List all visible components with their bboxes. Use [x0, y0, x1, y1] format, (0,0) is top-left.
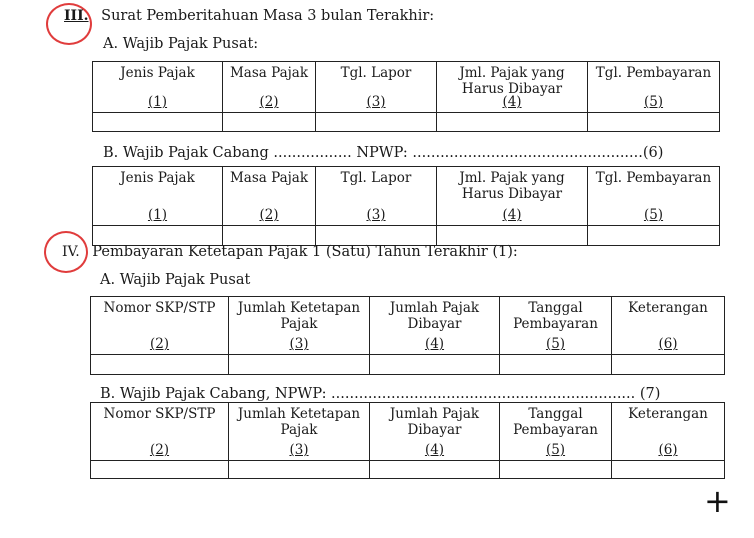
handwritten-plus-mark: + [704, 482, 731, 520]
column-header-label: Jenis Pajak [120, 65, 195, 81]
table-iii-a [92, 61, 720, 132]
table-iv-a [90, 296, 725, 375]
column-header-label: Masa Pajak [229, 170, 309, 186]
table-row [91, 461, 725, 479]
column-header [370, 403, 500, 461]
column-header-label: Jumlah Ketetapan Pajak [237, 406, 361, 438]
column-header [612, 297, 725, 355]
column-number: (3) [366, 207, 386, 223]
column-header-label: Tanggal Pembayaran [513, 406, 598, 438]
column-header [229, 297, 370, 355]
column-number: (5) [643, 207, 664, 223]
column-header [612, 403, 725, 461]
column-header-label: Jml. Pajak yang Harus Dibayar [459, 65, 565, 97]
column-header [437, 167, 588, 226]
column-number: (2) [149, 336, 170, 352]
column-header [500, 297, 612, 355]
section-iii-subheading-a: A. Wajib Pajak Pusat: [103, 36, 259, 52]
column-header-label: Nomor SKP/STP [103, 406, 216, 422]
column-header [437, 62, 588, 113]
column-header [223, 167, 316, 226]
section-iv-title: Pembayaran Ketetapan Pajak 1 (Satu) Tahun Terakhir (1): [92, 244, 518, 260]
column-header-label: Tgl. Pembayaran [595, 170, 712, 186]
column-header [91, 403, 229, 461]
column-number: (2) [149, 442, 170, 458]
column-header-label: Jenis Pajak [120, 170, 195, 186]
column-header [588, 62, 720, 113]
section-iii-heading [64, 8, 434, 24]
column-number: (2) [259, 94, 279, 110]
section-iv-subheading-a: A. Wajib Pajak Pusat [100, 272, 251, 288]
table-header-row [91, 297, 725, 355]
column-number: (5) [545, 442, 566, 458]
column-number: (3) [289, 442, 309, 458]
column-header-label: Tgl. Lapor [340, 65, 412, 81]
column-header [316, 167, 437, 226]
section-iv-subheading-b: B. Wajib Pajak Cabang, NPWP: .................................................................. (7) [100, 386, 661, 402]
column-number: (3) [366, 94, 386, 110]
column-header-label: Keterangan [628, 406, 708, 422]
column-header-label: Masa Pajak [229, 65, 309, 81]
column-number: (1) [147, 207, 168, 223]
column-header [229, 403, 370, 461]
section-iii-title: Surat Pemberitahuan Masa 3 bulan Terakhir: [101, 8, 435, 24]
column-number: (4) [424, 336, 445, 352]
column-header [93, 62, 223, 113]
column-header-label: Jumlah Ketetapan Pajak [237, 300, 361, 332]
table-iv-b [90, 402, 725, 479]
column-number: (1) [147, 94, 168, 110]
table-header-row [93, 167, 720, 226]
column-header [500, 403, 612, 461]
column-number: (5) [643, 94, 664, 110]
table-iii-b [92, 166, 720, 246]
column-number: (2) [259, 207, 279, 223]
section-iv-heading [62, 244, 518, 260]
table-header-row [91, 403, 725, 461]
table-row [93, 226, 720, 246]
column-number: (4) [502, 94, 522, 110]
column-header-label: Jumlah Pajak Dibayar [389, 406, 480, 438]
column-number: (4) [502, 207, 522, 223]
column-header-label: Keterangan [628, 300, 708, 316]
column-header [370, 297, 500, 355]
column-number: (5) [545, 336, 566, 352]
column-header [223, 62, 316, 113]
column-header-label: Tgl. Lapor [340, 170, 412, 186]
table-row [93, 113, 720, 132]
section-iii-roman: III. [64, 8, 89, 24]
column-header-label: Jumlah Pajak Dibayar [389, 300, 480, 332]
section-iv-roman: IV. [62, 244, 80, 260]
table-header-row [93, 62, 720, 113]
column-header [93, 167, 223, 226]
column-number: (4) [424, 442, 445, 458]
column-header-label: Nomor SKP/STP [103, 300, 216, 316]
column-header-label: Tgl. Pembayaran [595, 65, 712, 81]
column-header-label: Tanggal Pembayaran [513, 300, 598, 332]
section-iii-subheading-b: B. Wajib Pajak Cabang ................. NPWP: ..................................................(6) [103, 145, 664, 161]
column-number: (6) [658, 442, 678, 458]
column-header [91, 297, 229, 355]
table-row [91, 355, 725, 375]
column-number: (6) [658, 336, 678, 352]
column-number: (3) [289, 336, 309, 352]
column-header-label: Jml. Pajak yang Harus Dibayar [459, 170, 565, 202]
column-header [316, 62, 437, 113]
column-header [588, 167, 720, 226]
